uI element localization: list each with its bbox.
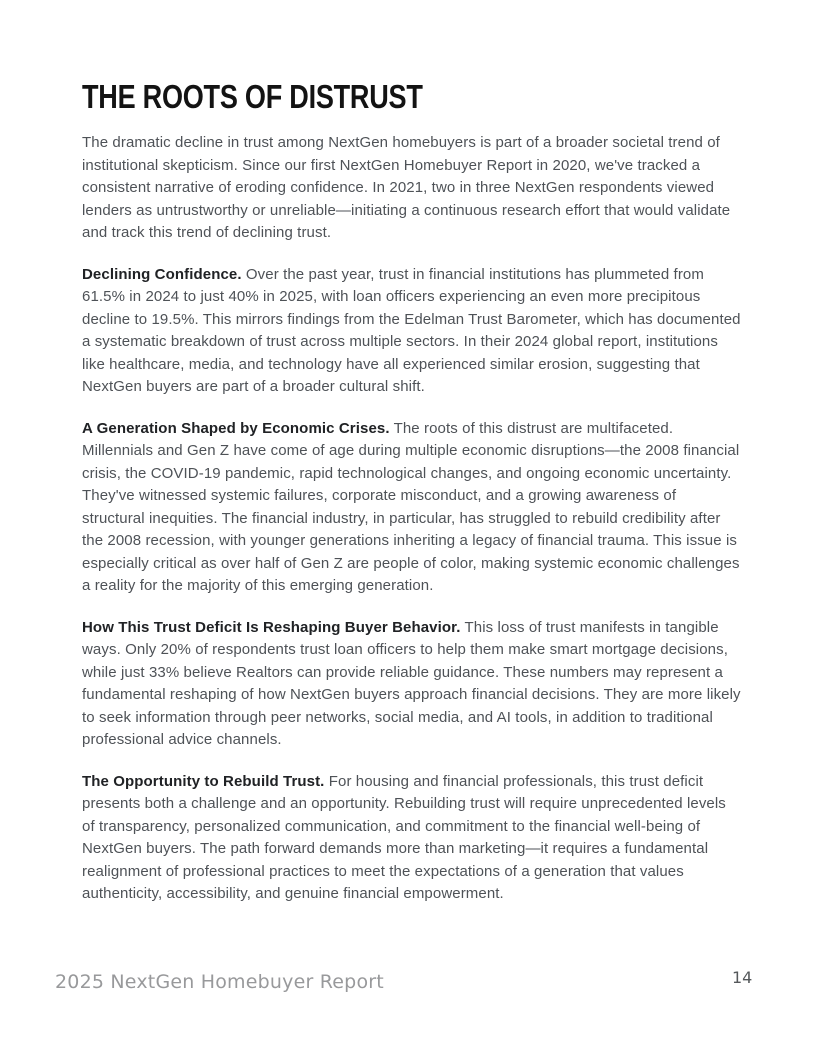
paragraph-trust-deficit-behavior (82, 617, 742, 752)
footer-report-name: 2025 NextGen Homebuyer Report (55, 971, 384, 993)
paragraph-generation-crises-lead: A Generation Shaped by Economic Crises. (82, 419, 390, 437)
paragraph-rebuild-trust (82, 771, 742, 906)
paragraph-declining-confidence-lead: Declining Confidence. (82, 265, 242, 283)
page-title: THE ROOTS OF DISTRUST (82, 78, 423, 115)
body-text (82, 132, 742, 925)
paragraph-intro-text: The dramatic decline in trust among NextGen homebuyers is part of a broader societal trend of institutional skepticism. Since our first NextGen Homebuyer Report in 2020, we've tracked a consistent narrative of eroding confidence. In 2021, two in three NextGen respondents viewed lenders as untrustworthy or unreliable—initiating a continuous research effort that would validate and track this trend of declining trust. (82, 134, 731, 241)
paragraph-intro (82, 132, 742, 245)
paragraph-trust-deficit-behavior-text: This loss of trust manifests in tangible ways. Only 20% of respondents trust loan officers to help them make smart mortgage decisions, while just 33% believe Realtors can provide reliable guidance. These numbers may represent a fundamental reshaping of how NextGen buyers approach financial decisions. They are more likely to seek information through peer networks, social media, and AI tools, in addition to traditional professional advice channels. (82, 618, 741, 748)
paragraph-generation-crises (82, 418, 742, 598)
footer-page-number: 14 (732, 968, 753, 987)
paragraph-rebuild-trust-text: For housing and financial professionals, this trust deficit presents both a challenge and an opportunity. Rebuilding trust will require unprecedented levels of transparency, personalized communication, and commitment to the financial well-being of NextGen buyers. The path forward demands more than marketing—it requires a fundamental realignment of professional practices to meet the expectations of a generation that values authenticity, accessibility, and genuine financial empowerment. (82, 772, 726, 902)
paragraph-declining-confidence-text: Over the past year, trust in financial institutions has plummeted from 61.5% in 2024 to just 40% in 2025, with loan officers experiencing an even more precipitous decline to 19.5%. This mirrors findings from the Edelman Trust Barometer, which has documented a systematic breakdown of trust across multiple sectors. In their 2024 global report, institutions like healthcare, media, and technology have all experienced similar erosion, suggesting that NextGen buyers are part of a broader cultural shift. (82, 265, 741, 395)
paragraph-declining-confidence (82, 264, 742, 399)
paragraph-generation-crises-text: The roots of this distrust are multifaceted. Millennials and Gen Z have come of age during multiple economic disruptions—the 2008 financial crisis, the COVID-19 pandemic, rapid technological changes, and ongoing economic uncertainty. They've witnessed systemic failures, corporate misconduct, and a growing awareness of structural inequities. The financial industry, in particular, has struggled to rebuild credibility after the 2008 recession, with younger generations inheriting a legacy of financial trauma. This issue is especially critical as over half of Gen Z are people of color, making systemic economic challenges a reality for the majority of this emerging generation. (82, 419, 740, 594)
paragraph-trust-deficit-behavior-lead: How This Trust Deficit Is Reshaping Buyer Behavior. (82, 618, 461, 636)
paragraph-rebuild-trust-lead: The Opportunity to Rebuild Trust. (82, 772, 325, 790)
